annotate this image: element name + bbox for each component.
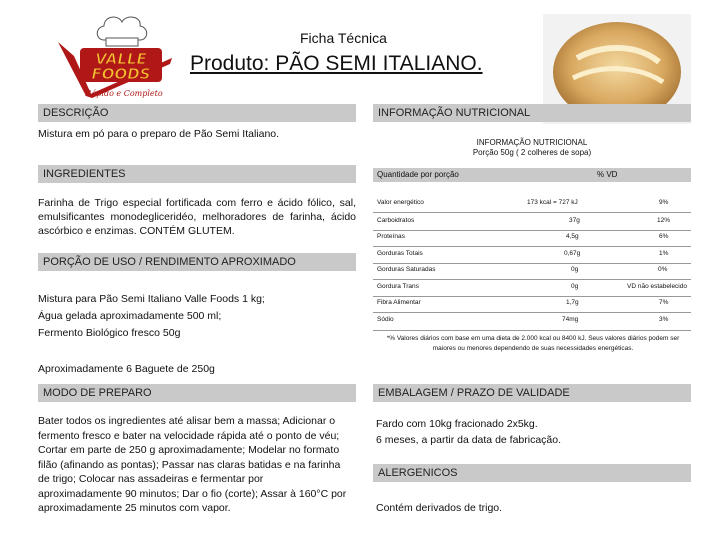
nutrition-row: Proteínas 4,5g 6% (377, 233, 669, 240)
porcao-header: PORÇÃO DE USO / RENDIMENTO APROXIMADO (38, 253, 356, 271)
modo-header: MODO DE PREPARO (38, 384, 356, 402)
nutrition-row: Carboidratos 37g 12% (377, 217, 671, 224)
alergenicos-text: Contém derivados de trigo. (376, 502, 503, 514)
nutrition-row: Fibra Alimentar 1,7g 7% (377, 299, 669, 306)
svg-text:FOODS: FOODS (91, 65, 151, 83)
nutrition-row: Gorduras Saturadas 0g 0% (377, 266, 668, 273)
descricao-header: DESCRIÇÃO (38, 104, 356, 122)
descricao-text: Mistura em pó para o preparo de Pão Semi Italiano. (38, 128, 280, 140)
chef-hat-icon (52, 12, 184, 104)
ingredientes-text: Farinha de Trigo especial fortificada com ferro e ácido fólico, sal, emulsificantes monodegliceridéo, melhoradores de farinha, ácido ascórbico e enzimas. CONTÉM GLUTEM. (38, 197, 356, 237)
col-vd-label: % VD (597, 170, 618, 179)
porcao-line: Fermento Biológico fresco 50g (38, 327, 181, 339)
product-title: Produto: PÃO SEMI ITALIANO. (190, 52, 483, 75)
nutricional-sub1: INFORMAÇÃO NUTRICIONAL (476, 138, 588, 147)
porcao-line: Mistura para Pão Semi Italiano Valle Foods 1 kg; (38, 293, 265, 305)
nutrition-row: Gorduras Totais 0,67g 1% (377, 250, 669, 257)
embalagem-line: Fardo com 10kg fracionado 2x5kg. (376, 418, 538, 430)
ingredientes-header: INGREDIENTES (38, 165, 356, 183)
col-portion-label: Quantidade por porção (377, 170, 459, 179)
nutrition-row: Sódio 74mg 3% (377, 316, 669, 323)
alergenicos-header: ALERGENICOS (373, 464, 691, 482)
embalagem-line: 6 meses, a partir da data de fabricação. (376, 434, 562, 446)
nutrition-table (373, 168, 691, 358)
nutrition-row: Valor energético 173 kcal = 727 kJ 9% (377, 199, 669, 206)
svg-text:VALLE: VALLE (95, 50, 147, 68)
porcao-line: Água gelada aproximadamente 500 ml; (38, 310, 222, 322)
nutrition-footnote: *% Valores diários com base em uma dieta de 2.000 kcal ou 8400 kJ. Seus valores diários podem ser maiores ou menores dependendo de suas necessidades energéticas. (386, 335, 680, 352)
nutrition-row: Gordura Trans 0g VD não estabelecido (377, 283, 687, 290)
row-divider (373, 330, 691, 331)
svg-text:Rápido e Completo: Rápido e Completo (85, 89, 163, 98)
nutricional-header: INFORMAÇÃO NUTRICIONAL (373, 104, 691, 122)
embalagem-header: EMBALAGEM / PRAZO DE VALIDADE (373, 384, 691, 402)
nutricional-sub2: Porção 50g ( 2 colheres de sopa) (472, 148, 592, 157)
logo (52, 12, 184, 104)
document-title: Ficha Técnica (300, 30, 387, 46)
rendimento-text: Aproximadamente 6 Baguete de 250g (38, 363, 215, 375)
nutrition-table-header (373, 168, 691, 182)
modo-text: Bater todos os ingredientes até alisar bem a massa; Adicionar o fermento fresco e bater na velocidade rápida até o ponto de véu; Cortar em parte de 250 g aproximadamente; Modelar no formato filão (afinando as pontas); Passar nas claras batidas e na farinha de trigo; Colocar nas assadeiras e fermentar por aproximadamente 90 minutos; Dar o fio (corte); Assar à 160°C por aproximadamente 25 minutos com vapor. (38, 415, 347, 514)
